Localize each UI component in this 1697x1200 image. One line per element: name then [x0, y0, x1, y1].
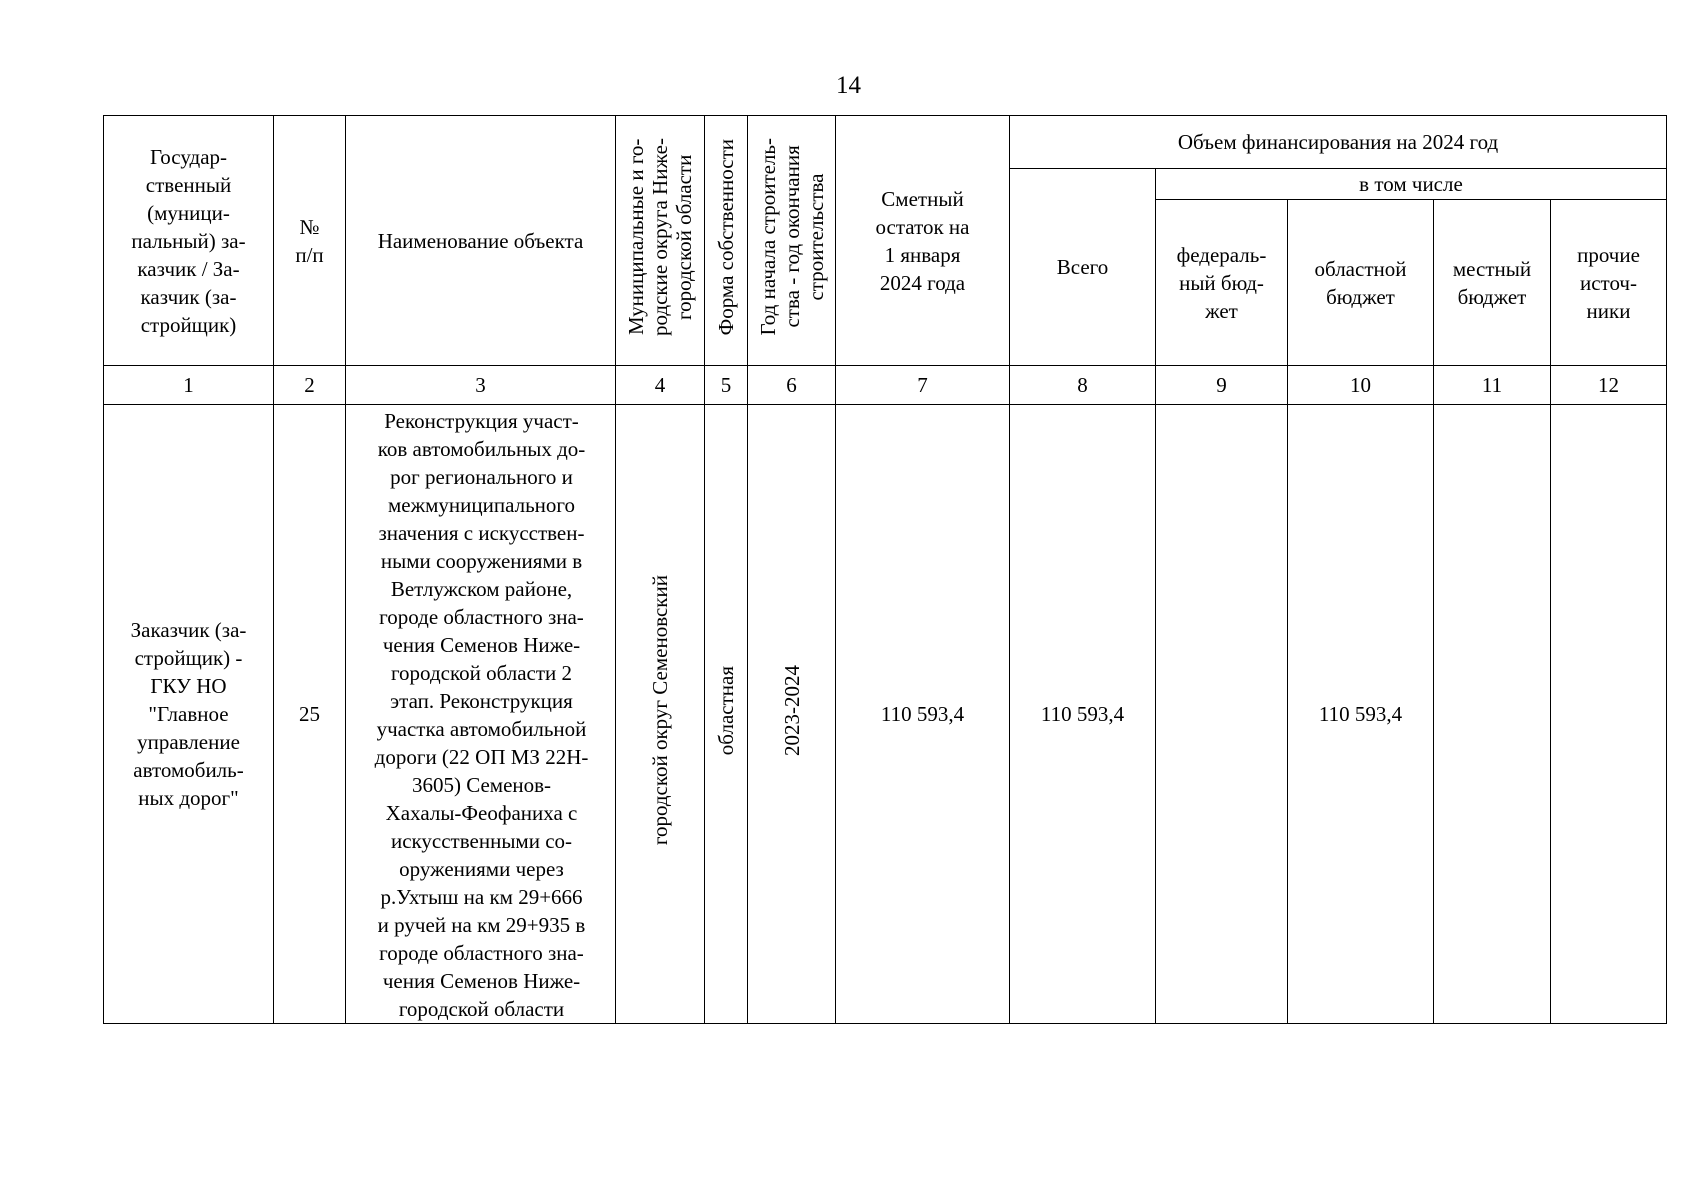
- header-other: прочие источ- ники: [1551, 200, 1667, 366]
- header-years: Год начала строитель- ства - год окончания строительства: [748, 116, 836, 366]
- column-number: 11: [1434, 366, 1551, 405]
- page-number: 14: [836, 72, 861, 99]
- column-number: 2: [274, 366, 346, 405]
- column-number: 4: [616, 366, 705, 405]
- row-regional: 110 593,4: [1288, 405, 1434, 1024]
- row-other: [1551, 405, 1667, 1024]
- header-ownership: Форма собственности: [705, 116, 748, 366]
- table-row: [104, 405, 1667, 1024]
- header-row-1: [104, 116, 1667, 169]
- column-number: 1: [104, 366, 274, 405]
- header-municipality: Муниципальные и го- родские округа Ниже- городской области: [616, 116, 705, 366]
- row-years: 2023-2024: [748, 405, 836, 1024]
- header-object-name: Наименование объекта: [346, 116, 616, 366]
- column-number: 10: [1288, 366, 1434, 405]
- header-federal: федераль- ный бюд- жет: [1156, 200, 1288, 366]
- row-federal: [1156, 405, 1288, 1024]
- header-estimate-balance: Сметный остаток на 1 января 2024 года: [836, 116, 1010, 366]
- row-object-name: Реконструкция участ- ков автомобильных до- рог регионального и межмуниципального значения с искусствен- ными сооружениями в Ветлужском районе, городе областного зна- чения Семенов Ниже- городской области 2 этап. Реконструкция участка автомобильной дороги (22 ОП МЗ 22Н- 3605) Семенов- Хахалы-Феофаниха с искусственными со- оружениями через р.Ухтыш на км 29+666 и ручей на км 29+935 в городе областного зна- чения Семенов Ниже- городской области: [346, 405, 616, 1024]
- header-local: местный бюджет: [1434, 200, 1551, 366]
- column-number: 9: [1156, 366, 1288, 405]
- row-estimate-balance: 110 593,4: [836, 405, 1010, 1024]
- row-customer: Заказчик (за- стройщик) - ГКУ НО "Главное управление автомобиль- ных дорог": [104, 405, 274, 1024]
- column-number: 12: [1551, 366, 1667, 405]
- column-number: 8: [1010, 366, 1156, 405]
- row-local: [1434, 405, 1551, 1024]
- column-number: 7: [836, 366, 1010, 405]
- column-number: 6: [748, 366, 836, 405]
- column-number: 3: [346, 366, 616, 405]
- column-number-row: [104, 366, 1667, 405]
- financing-table: [103, 115, 1667, 1024]
- header-customer: Государ- ственный (муници- пальный) за- казчик / За- казчик (за- стройщик): [104, 116, 274, 366]
- row-number: 25: [274, 405, 346, 1024]
- row-total: 110 593,4: [1010, 405, 1156, 1024]
- row-ownership: областная: [705, 405, 748, 1024]
- row-municipality: городской округ Семеновский: [616, 405, 705, 1024]
- header-number: № п/п: [274, 116, 346, 366]
- header-total: Всего: [1010, 169, 1156, 366]
- header-including: в том числе: [1156, 169, 1667, 200]
- header-financing-2024: Объем финансирования на 2024 год: [1010, 116, 1667, 169]
- column-number: 5: [705, 366, 748, 405]
- header-regional: областной бюджет: [1288, 200, 1434, 366]
